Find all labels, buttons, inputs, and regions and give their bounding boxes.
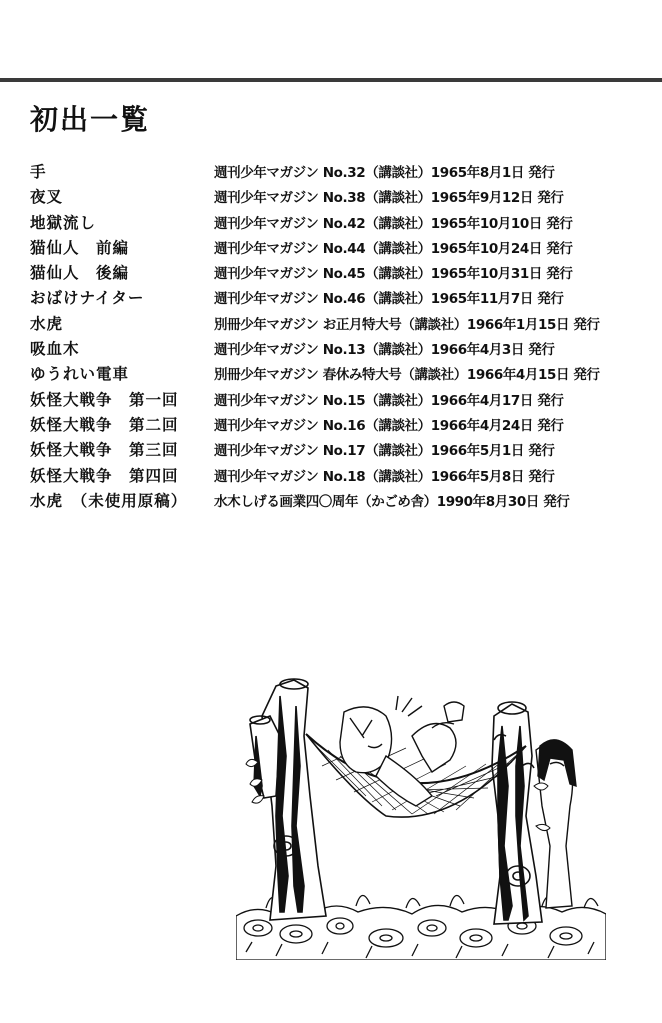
work-title: 地獄流し: [30, 213, 97, 232]
publication-info: 週刊少年マガジン No.18（講談社）1966年5月8日 発行: [214, 468, 555, 485]
publication-info: 水木しげる画業四〇周年（かごめ舎）1990年8月30日 発行: [214, 493, 570, 510]
work-title: 妖怪大戦争 第一回: [30, 390, 179, 409]
work-title: 猫仙人 前編: [30, 238, 130, 257]
work-title: 妖怪大戦争 第四回: [30, 466, 179, 485]
list-item: [30, 438, 650, 463]
list-item: [30, 211, 650, 236]
hammock-illustration: [236, 676, 606, 960]
publication-info: 週刊少年マガジン No.16（講談社）1966年4月24日 発行: [214, 417, 564, 434]
work-title: 妖怪大戦争 第三回: [30, 441, 179, 460]
work-title: おばけナイター: [30, 289, 145, 308]
work-title: 妖怪大戦争 第二回: [30, 415, 179, 434]
publication-info: 週刊少年マガジン No.45（講談社）1965年10月31日 発行: [214, 266, 573, 283]
first-publication-list: [30, 160, 650, 514]
list-item: [30, 388, 650, 413]
publication-info: 週刊少年マガジン No.38（講談社）1965年9月12日 発行: [214, 190, 564, 207]
work-title: 手: [30, 163, 47, 181]
publication-info: 週刊少年マガジン No.46（講談社）1965年11月7日 発行: [214, 291, 564, 308]
top-divider-rule: [0, 78, 662, 82]
publication-info: 週刊少年マガジン No.44（講談社）1965年10月24日 発行: [214, 240, 573, 257]
publication-info: 別冊少年マガジン お正月特大号（講談社）1966年1月15日 発行: [214, 316, 600, 333]
publication-info: 週刊少年マガジン No.13（講談社）1966年4月3日 発行: [214, 342, 555, 359]
right-tree-stump: [492, 702, 542, 924]
work-title: 水虎: [30, 314, 64, 333]
work-title: 猫仙人 後編: [30, 264, 130, 283]
publication-info: 週刊少年マガジン No.42（講談社）1965年10月10日 発行: [214, 215, 573, 232]
page-title: 初出一覧: [30, 103, 151, 136]
publication-info: 週刊少年マガジン No.17（講談社）1966年5月1日 発行: [214, 443, 555, 460]
list-item: [30, 413, 650, 438]
list-item: [30, 464, 650, 489]
list-item: [30, 286, 650, 311]
work-title: ゆうれい電車: [30, 365, 130, 384]
publication-info: 週刊少年マガジン No.15（講談社）1966年4月17日 発行: [214, 392, 564, 409]
list-item: [30, 489, 650, 514]
hammock-illustration-svg: [236, 676, 606, 960]
list-item: [30, 160, 650, 185]
list-item: [30, 362, 650, 387]
list-item: [30, 337, 650, 362]
work-title: 吸血木: [30, 340, 80, 359]
publication-info: 週刊少年マガジン No.32（講談社）1965年8月1日 発行: [214, 165, 555, 181]
work-title: 水虎 （未使用原稿）: [30, 491, 188, 510]
list-item: [30, 261, 650, 286]
publication-info: 別冊少年マガジン 春休み特大号（講談社）1966年4月15日 発行: [214, 367, 600, 384]
list-item: [30, 236, 650, 261]
list-item: [30, 185, 650, 210]
work-title: 夜叉: [30, 188, 64, 207]
list-item: [30, 312, 650, 337]
